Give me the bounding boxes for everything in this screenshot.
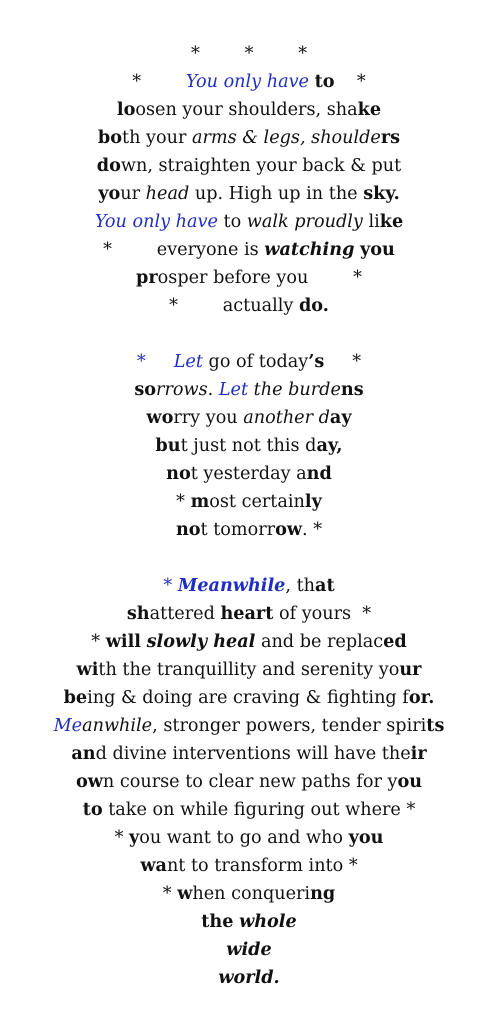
poem-text: hen conqueri	[192, 884, 311, 904]
poem-text: world.	[218, 967, 280, 988]
stanza-break	[0, 320, 498, 348]
poem-line	[0, 908, 498, 936]
poem-text: rry you	[173, 408, 244, 428]
poem-text: at	[315, 575, 335, 596]
poem-text: . *	[302, 520, 323, 540]
poem-text: li	[362, 212, 380, 232]
poem-text: *	[162, 884, 178, 904]
poem-text: up. High up in the	[189, 184, 364, 204]
poem-text: ou want to go and who	[139, 828, 349, 848]
poem-line	[0, 572, 498, 600]
poem-line	[0, 124, 498, 152]
poem-text: sh	[126, 603, 150, 624]
poem-line	[0, 404, 498, 432]
poem-text: Meanwhile	[177, 575, 286, 596]
poem-text: an	[71, 743, 96, 764]
poem-line	[0, 96, 498, 124]
poem-text: the	[201, 911, 234, 932]
poem-text: do	[96, 155, 121, 176]
poem-text: * actually	[169, 296, 299, 316]
poem-line	[0, 796, 498, 824]
poem-text: d divine interventions will have the	[95, 744, 411, 764]
poem-text: watching	[264, 239, 355, 260]
poem-text: th your	[121, 128, 192, 148]
poem-text: ’s	[308, 351, 325, 372]
poem-text: wi	[76, 659, 99, 680]
poem-line	[0, 236, 498, 264]
poem-line	[0, 852, 498, 880]
poem-text: Let	[218, 380, 249, 400]
poem-line	[0, 740, 498, 768]
poem-text: Let	[173, 352, 203, 372]
poem-text: ing & doing are craving & fighting f	[87, 688, 409, 708]
poem-text: ed	[383, 631, 407, 652]
poem-text: no	[166, 463, 191, 484]
poem-text: be	[63, 687, 88, 708]
poem-text: rrows	[156, 380, 208, 400]
poem-text: take on while figuring out where *	[102, 800, 416, 820]
poem-text: You only have	[185, 72, 309, 92]
poem-text: ur	[120, 184, 146, 204]
poem-text: t just not this d	[180, 436, 317, 456]
poem-text: nd	[306, 463, 332, 484]
poem-text: another d	[243, 408, 330, 428]
poem-text: *	[114, 828, 129, 848]
poem-text: ou	[397, 771, 423, 792]
poem-text: w	[177, 883, 193, 904]
poem-text: attered	[149, 604, 221, 624]
poem-text: *	[324, 352, 362, 372]
poem-text: You only have	[94, 212, 218, 232]
poem-text: *	[91, 632, 106, 652]
poem-text: rs	[380, 127, 401, 148]
poem-line	[0, 68, 498, 96]
poem	[0, 40, 498, 992]
poem-line	[0, 964, 498, 992]
poem-text: go of today	[202, 352, 309, 372]
poem-line	[0, 152, 498, 180]
poem-line	[0, 180, 498, 208]
poem-text: wide	[226, 939, 272, 960]
poem-text: Me	[53, 716, 83, 736]
poem-line	[0, 40, 498, 68]
poem-text: ns	[340, 379, 364, 400]
poem-line	[0, 264, 498, 292]
poem-text: whole	[239, 911, 297, 932]
poem-text: lo	[116, 99, 136, 120]
poem-text: ur	[399, 659, 422, 680]
poem-line	[0, 516, 498, 544]
poem-text: to	[217, 212, 247, 232]
poem-line	[0, 432, 498, 460]
poem-text: anwhile	[82, 716, 153, 736]
poem-text: ke	[357, 99, 382, 120]
poem-text: slowly heal	[146, 631, 256, 652]
stanza-break	[0, 544, 498, 572]
poem-text: so	[134, 379, 157, 400]
poem-line	[0, 656, 498, 684]
poem-text: and be replac	[255, 632, 384, 652]
poem-text: wa	[140, 855, 167, 876]
poem-text: ng	[310, 883, 336, 904]
poem-line	[0, 824, 498, 852]
poem-line	[0, 488, 498, 516]
poem-text: will	[105, 631, 141, 652]
poem-text: walk proudly	[246, 212, 363, 232]
poem-text: ow	[75, 771, 103, 792]
poem-text: * everyone is	[103, 240, 265, 260]
poem-line	[0, 768, 498, 796]
poem-text: heart	[220, 603, 274, 624]
poem-text: m	[190, 491, 210, 512]
poem-text: *	[163, 576, 178, 596]
poem-text: * * *	[190, 44, 308, 64]
poem-text: the burde	[253, 380, 341, 400]
poem-text: wo	[146, 407, 174, 428]
poem-text: ow	[275, 519, 303, 540]
poem-line	[0, 208, 498, 236]
poem-text: osen your shoulders, sha	[135, 100, 358, 120]
poem-line	[0, 712, 498, 740]
poem-text: , th	[285, 576, 316, 596]
poem-text: n course to clear new paths for y	[102, 772, 398, 792]
poem-text: to	[314, 71, 335, 92]
poem-text: ke	[379, 211, 404, 232]
poem-text: head	[145, 184, 190, 204]
poem-text: or.	[408, 687, 435, 708]
poem-text: arms & legs, shoulde	[191, 128, 381, 148]
poem-text: do.	[298, 295, 329, 316]
poem-text: t yesterday a	[190, 464, 307, 484]
poem-text: *	[176, 492, 191, 512]
poem-text: ay,	[316, 435, 343, 456]
poem-line	[0, 376, 498, 404]
poem-text: bu	[155, 435, 181, 456]
poem-text: t tomorr	[200, 520, 276, 540]
poem-text: *	[136, 352, 174, 372]
poem-text: bo	[97, 127, 122, 148]
poem-text: pr	[136, 267, 158, 288]
poem-text: sky.	[363, 183, 400, 204]
poem-line	[0, 880, 498, 908]
poem-text: .	[207, 380, 219, 400]
poem-line	[0, 348, 498, 376]
poem-text: *	[132, 72, 186, 92]
poem-text: wn, straighten your back & put	[120, 156, 402, 176]
poem-line	[0, 684, 498, 712]
poem-text: to	[82, 799, 103, 820]
poem-text: yo	[98, 183, 121, 204]
poem-text: ost certain	[209, 492, 305, 512]
poem-line	[0, 460, 498, 488]
poem-text: ts	[426, 715, 445, 736]
poem-text: you	[348, 827, 384, 848]
poem-text: ir	[410, 743, 427, 764]
poem-text: *	[334, 72, 366, 92]
poem-text: ay	[329, 407, 352, 428]
poem-text: osper before you *	[157, 268, 362, 288]
poem-text: you	[360, 239, 395, 260]
poem-text: nt to transform into *	[166, 856, 358, 876]
poem-text: , stronger powers, tender spiri	[152, 716, 427, 736]
poem-text: ly	[304, 491, 322, 512]
poem-text: th the tranquillity and serenity yo	[98, 660, 400, 680]
poem-text: no	[175, 519, 201, 540]
poem-text: y	[128, 827, 140, 848]
poem-text: of yours *	[273, 604, 372, 624]
poem-line	[0, 292, 498, 320]
poem-line	[0, 600, 498, 628]
poem-line	[0, 628, 498, 656]
poem-line	[0, 936, 498, 964]
